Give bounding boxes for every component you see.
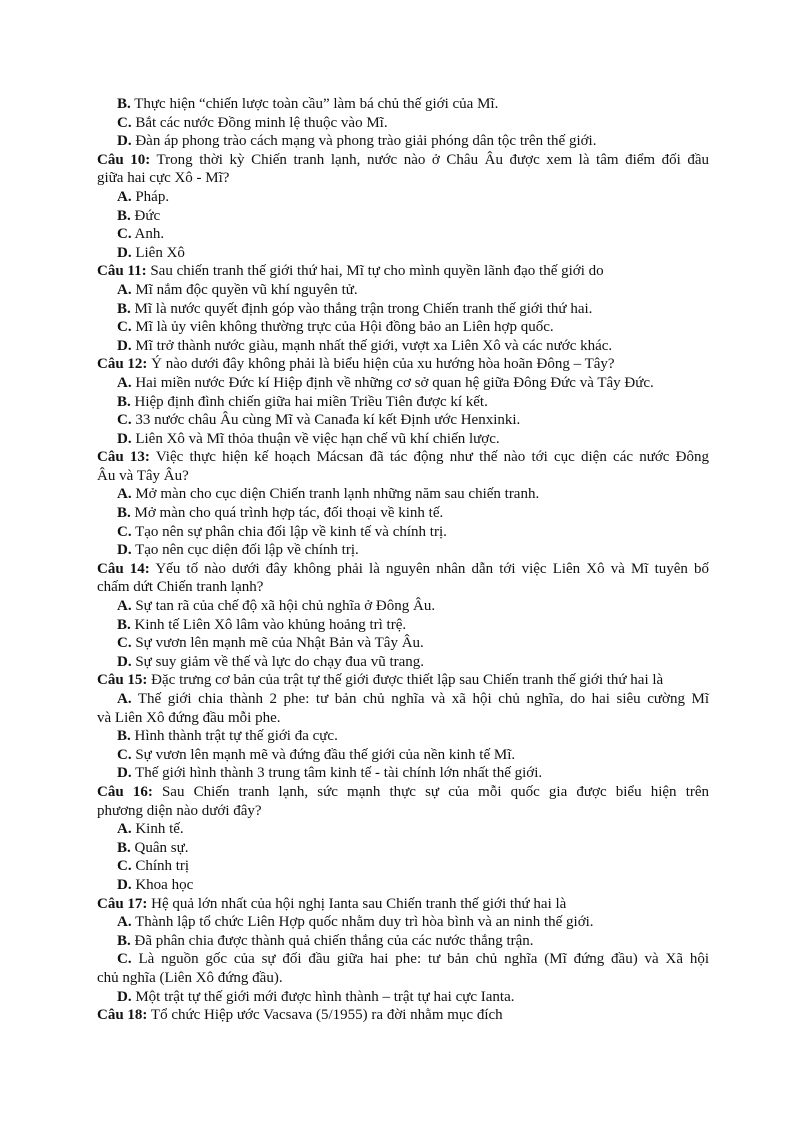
question-line bbox=[97, 671, 709, 690]
question-line bbox=[97, 151, 709, 170]
option-label: A. bbox=[117, 486, 132, 503]
option-label: A. bbox=[117, 188, 132, 205]
option-label: B. bbox=[117, 839, 131, 856]
question-label: Câu 17: bbox=[97, 895, 148, 912]
question-line bbox=[97, 802, 709, 821]
option-text: Một trật tự thế giới mới được hình thành – trật tự hai cực Ianta. bbox=[135, 988, 515, 1005]
option-line bbox=[97, 188, 709, 207]
question-label: Câu 12: bbox=[97, 356, 148, 373]
option-line bbox=[97, 709, 709, 728]
option-text: Pháp. bbox=[135, 188, 170, 205]
option-label: A. bbox=[117, 598, 132, 615]
option-line bbox=[97, 95, 709, 114]
option-line bbox=[97, 207, 709, 226]
option-label: C. bbox=[117, 319, 132, 336]
option-line bbox=[97, 690, 709, 709]
option-line bbox=[97, 374, 709, 393]
option-line bbox=[97, 839, 709, 858]
option-line bbox=[97, 225, 709, 244]
option-text: Sự tan rã của chế độ xã hội chủ nghĩa ở Đông Âu. bbox=[135, 598, 436, 615]
option-label: B. bbox=[117, 300, 131, 317]
option-label: B. bbox=[117, 505, 131, 522]
option-label: A. bbox=[117, 374, 132, 391]
question-line bbox=[97, 783, 709, 802]
option-line bbox=[97, 988, 709, 1007]
question-line bbox=[97, 467, 709, 486]
question-text: chấm dứt Chiến tranh lạnh? bbox=[97, 579, 264, 596]
option-text: Kinh tế. bbox=[135, 821, 184, 838]
option-label: C. bbox=[117, 951, 132, 968]
option-line bbox=[97, 746, 709, 765]
option-line bbox=[97, 430, 709, 449]
option-text: Sự suy giảm về thế và lực do chạy đua vũ trang. bbox=[135, 653, 425, 670]
question-line bbox=[97, 448, 709, 467]
question-label: Câu 14: bbox=[97, 560, 150, 577]
option-text: Liên Xô và Mĩ thỏa thuận về việc hạn chế vũ khí chiến lược. bbox=[135, 430, 500, 447]
question-line bbox=[97, 262, 709, 281]
option-text: Đức bbox=[134, 207, 161, 224]
option-label: C. bbox=[117, 114, 132, 131]
option-text: Là nguồn gốc của sự đối đầu giữa hai phe: tư bản chủ nghĩa (Mĩ đứng đầu) và Xã hội bbox=[138, 951, 710, 968]
option-text: Thành lập tổ chức Liên Hợp quốc nhằm duy trì hòa bình và an ninh thế giới. bbox=[135, 914, 594, 931]
option-text: Kinh tế Liên Xô lâm vào khủng hoảng trì trệ. bbox=[134, 616, 407, 633]
option-line bbox=[97, 969, 709, 988]
option-text: Thế giới chia thành 2 phe: tư bản chủ nghĩa và xã hội chủ nghĩa, do hai siêu cường Mĩ bbox=[137, 691, 710, 707]
option-label: B. bbox=[117, 207, 131, 224]
option-label: C. bbox=[117, 523, 132, 540]
option-text: Hai miền nước Đức kí Hiệp định về những cơ sở quan hệ giữa Đông Đức và Tây Đức. bbox=[135, 374, 654, 391]
option-text: Mở màn cho cục diện Chiến tranh lạnh những năm sau chiến tranh. bbox=[135, 486, 540, 503]
question-line bbox=[97, 578, 709, 597]
question-line bbox=[97, 1006, 709, 1025]
question-label: Câu 15: bbox=[97, 672, 148, 689]
option-text: Đã phân chia được thành quả chiến thắng của các nước thắng trận. bbox=[134, 932, 534, 949]
option-text: Khoa học bbox=[135, 876, 194, 893]
option-text: Hình thành trật tự thế giới đa cực. bbox=[134, 728, 338, 745]
option-line bbox=[97, 393, 709, 412]
question-text: Đặc trưng cơ bản của trật tự thế giới được thiết lập sau Chiến tranh thế giới thứ hai là bbox=[151, 672, 664, 689]
option-text: 33 nước châu Âu cùng Mĩ và Canađa kí kết Định ước Henxinki. bbox=[135, 412, 521, 429]
option-line bbox=[97, 653, 709, 672]
option-line bbox=[97, 820, 709, 839]
option-text: chủ nghĩa (Liên Xô đứng đầu). bbox=[97, 969, 283, 986]
question-text: Việc thực hiện kế hoạch Mácsan đã tác động như thế nào tới cục diện các nước Đông bbox=[155, 449, 709, 466]
option-line bbox=[97, 485, 709, 504]
option-label: D. bbox=[117, 765, 132, 782]
option-label: B. bbox=[117, 616, 131, 633]
option-line bbox=[97, 597, 709, 616]
option-line bbox=[97, 950, 709, 969]
option-text: Mở màn cho quá trình hợp tác, đối thoại về kinh tế. bbox=[134, 505, 444, 522]
option-text: Chính trị bbox=[135, 858, 190, 875]
option-text: và Liên Xô đứng đầu mỗi phe. bbox=[97, 709, 281, 726]
option-line bbox=[97, 132, 709, 151]
option-label: A. bbox=[117, 914, 132, 931]
option-line bbox=[97, 114, 709, 133]
question-text: Tổ chức Hiệp ước Vacsava (5/1955) ra đời nhằm mục đích bbox=[150, 1007, 503, 1024]
option-text: Hiệp định đình chiến giữa hai miền Triều Tiên được kí kết. bbox=[134, 393, 488, 410]
option-text: Sự vươn lên mạnh mẽ và đứng đầu thế giới của nền kinh tế Mĩ. bbox=[135, 746, 516, 763]
question-label: Câu 16: bbox=[97, 783, 153, 800]
question-text: Âu và Tây Âu? bbox=[97, 467, 189, 484]
option-line bbox=[97, 727, 709, 746]
option-label: D. bbox=[117, 430, 132, 447]
option-label: B. bbox=[117, 932, 131, 949]
option-text: Mĩ là nước quyết định góp vào thắng trận trong Chiến tranh thế giới thứ hai. bbox=[134, 300, 593, 317]
option-text: Liên Xô bbox=[135, 244, 185, 261]
option-label: D. bbox=[117, 988, 132, 1005]
option-line bbox=[97, 300, 709, 319]
question-text: Ý nào dưới đây không phải là biểu hiện của xu hướng hòa hoãn Đông – Tây? bbox=[151, 356, 615, 373]
question-text: Yếu tố nào dưới đây không phải là nguyên nhân dẫn tới việc Liên Xô và Mĩ tuyên bố bbox=[155, 560, 709, 577]
question-label: Câu 11: bbox=[97, 263, 147, 280]
option-label: B. bbox=[117, 728, 131, 745]
question-text: Hệ quả lớn nhất của hội nghị Ianta sau Chiến tranh thế giới thứ hai là bbox=[151, 895, 567, 912]
option-line bbox=[97, 876, 709, 895]
option-text: Đàn áp phong trào cách mạng và phong trào giải phóng dân tộc trên thế giới. bbox=[135, 133, 597, 150]
option-label: B. bbox=[117, 96, 131, 112]
option-label: A. bbox=[117, 691, 132, 707]
option-label: D. bbox=[117, 244, 132, 261]
option-line bbox=[97, 764, 709, 783]
option-text: Quân sự. bbox=[134, 839, 189, 856]
option-line bbox=[97, 281, 709, 300]
option-label: D. bbox=[117, 337, 132, 354]
option-line bbox=[97, 523, 709, 542]
option-label: A. bbox=[117, 821, 132, 838]
question-text: phương diện nào dưới đây? bbox=[97, 802, 262, 819]
document-page bbox=[97, 95, 709, 1025]
question-text: Sau Chiến tranh lạnh, sức mạnh thực sự của mỗi quốc gia được biểu hiện trên bbox=[161, 783, 710, 800]
question-text: Trong thời kỳ Chiến tranh lạnh, nước nào ở Châu Âu được xem là tâm điểm đối đầu bbox=[156, 151, 710, 168]
question-label: Câu 10: bbox=[97, 151, 151, 168]
question-label: Câu 18: bbox=[97, 1007, 148, 1024]
option-label: C. bbox=[117, 746, 132, 763]
question-line bbox=[97, 169, 709, 188]
option-line bbox=[97, 634, 709, 653]
option-label: C. bbox=[117, 226, 132, 243]
option-line bbox=[97, 616, 709, 635]
question-label: Câu 13: bbox=[97, 449, 150, 466]
option-label: D. bbox=[117, 876, 132, 893]
option-text: Tạo nên cục diện đối lập về chính trị. bbox=[135, 542, 359, 559]
question-text: Sau chiến tranh thế giới thứ hai, Mĩ tự cho mình quyền lãnh đạo thế giới do bbox=[150, 263, 604, 280]
option-label: D. bbox=[117, 542, 132, 559]
option-line bbox=[97, 318, 709, 337]
option-text: Mĩ trở thành nước giàu, mạnh nhất thế giới, vượt xa Liên Xô và các nước khác. bbox=[135, 337, 613, 354]
option-text: Mĩ nắm độc quyền vũ khí nguyên tử. bbox=[135, 281, 358, 298]
option-text: Mĩ là ủy viên không thường trực của Hội đồng bảo an Liên hợp quốc. bbox=[135, 319, 554, 336]
option-label: A. bbox=[117, 281, 132, 298]
option-text: Tạo nên sự phân chia đối lập về kinh tế và chính trị. bbox=[135, 523, 447, 540]
option-label: C. bbox=[117, 858, 132, 875]
option-text: Bắt các nước Đồng minh lệ thuộc vào Mĩ. bbox=[135, 114, 388, 131]
option-label: B. bbox=[117, 393, 131, 410]
option-text: Sự vươn lên mạnh mẽ của Nhật Bản và Tây Âu. bbox=[135, 635, 424, 652]
option-line bbox=[97, 857, 709, 876]
option-text: Thực hiện “chiến lược toàn cầu” làm bá chủ thế giới của Mĩ. bbox=[134, 96, 499, 112]
option-label: C. bbox=[117, 412, 132, 429]
option-line bbox=[97, 932, 709, 951]
option-label: C. bbox=[117, 635, 132, 652]
option-line bbox=[97, 337, 709, 356]
option-text: Thế giới hình thành 3 trung tâm kinh tế - tài chính lớn nhất thế giới. bbox=[135, 765, 543, 782]
question-line bbox=[97, 895, 709, 914]
question-line bbox=[97, 560, 709, 579]
option-line bbox=[97, 541, 709, 560]
option-line bbox=[97, 913, 709, 932]
question-text: giữa hai cực Xô - Mĩ? bbox=[97, 170, 230, 187]
option-line bbox=[97, 411, 709, 430]
question-line bbox=[97, 355, 709, 374]
option-line bbox=[97, 244, 709, 263]
option-label: D. bbox=[117, 653, 132, 670]
option-text: Anh. bbox=[134, 226, 165, 243]
option-line bbox=[97, 504, 709, 523]
option-label: D. bbox=[117, 133, 132, 150]
